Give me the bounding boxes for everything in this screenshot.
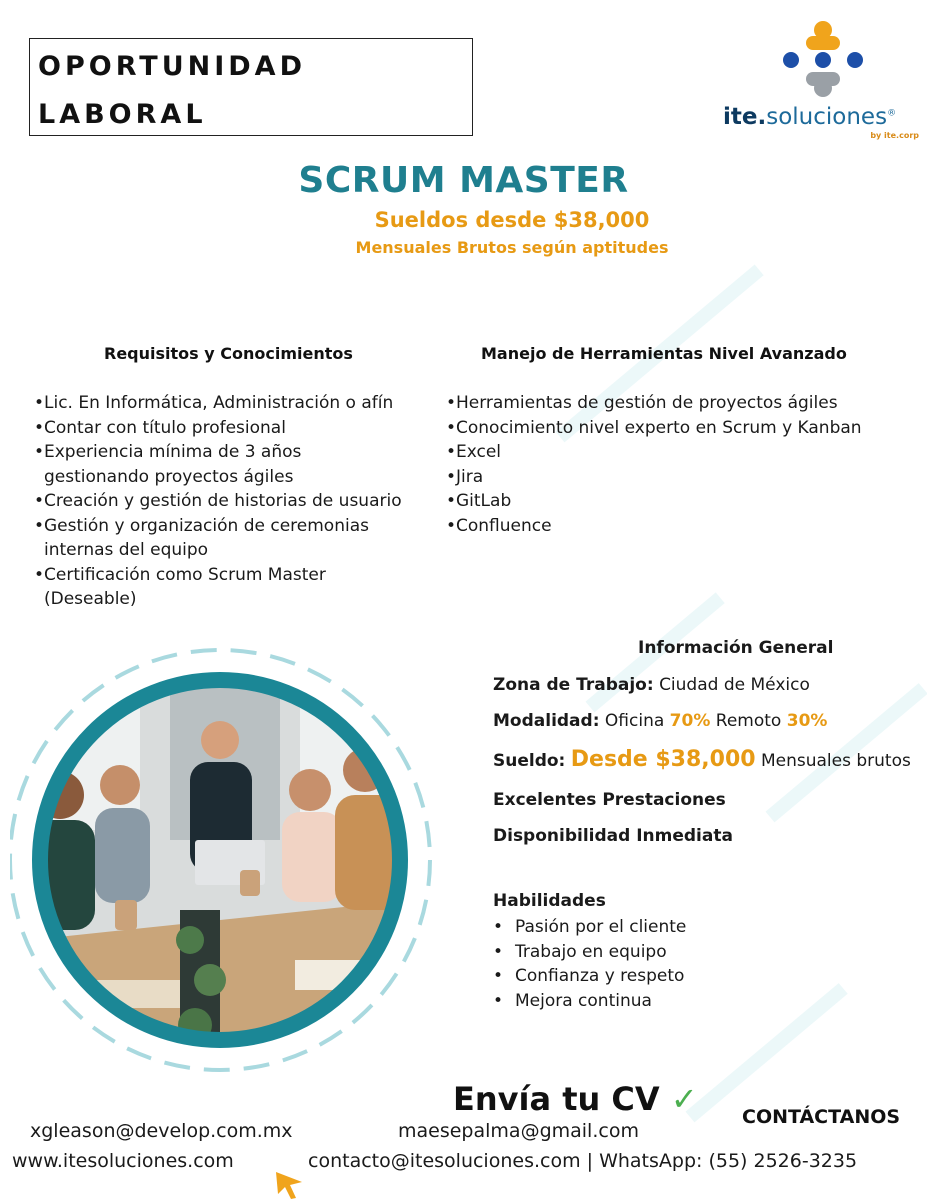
salary-headline: Sueldos desde $38,000	[374, 208, 650, 232]
requirements-heading: Requisitos y Conocimientos	[104, 344, 353, 363]
send-cv-heading: Envía tu CV ✓	[453, 1080, 698, 1118]
salary-subline: Mensuales Brutos según aptitudes	[355, 238, 669, 257]
tools-heading: Manejo de Herramientas Nivel Avanzado	[481, 344, 847, 363]
list-item: • Contar con título profesional	[34, 416, 434, 441]
benefits: Excelentes Prestaciones	[493, 790, 726, 810]
availability: Disponibilidad Inmediata	[493, 826, 733, 846]
contact-line[interactable]: contacto@itesoluciones.com | WhatsApp: (55) 2526-3235	[308, 1150, 858, 1172]
list-item: • Mejora continua	[493, 989, 686, 1014]
tools-list	[446, 391, 916, 538]
decor-stripe	[686, 983, 848, 1122]
list-item: • Trabajo en equipo	[493, 940, 686, 965]
work-zone: Zona de Trabajo: Ciudad de México	[493, 675, 810, 695]
list-item: • Confluence	[446, 514, 916, 539]
skills-list	[493, 915, 686, 1013]
email-link-1[interactable]: xgleason@develop.com.mx	[30, 1120, 293, 1142]
list-item: • Certificación como Scrum Master (Deseable)	[34, 563, 374, 612]
website-link[interactable]: www.itesoluciones.com	[12, 1150, 234, 1172]
list-item: • Excel	[446, 440, 916, 465]
list-item: • Pasión por el cliente	[493, 915, 686, 940]
company-logo	[723, 18, 923, 148]
logo-tagline: by ite.corp	[870, 131, 919, 140]
list-item: • Lic. En Informática, Administración o afín	[34, 391, 434, 416]
opportunity-badge	[29, 38, 473, 136]
logo-wordmark: ite.soluciones®	[723, 104, 897, 130]
list-item: • Creación y gestión de historias de usuario	[34, 489, 434, 514]
job-title: SCRUM MASTER	[298, 160, 629, 201]
list-item: • Jira	[446, 465, 916, 490]
contact-label: CONTÁCTANOS	[742, 1106, 901, 1128]
list-item: • Experiencia mínima de 3 años gestionando proyectos ágiles	[34, 440, 344, 489]
badge-line2: LABORAL	[38, 99, 207, 130]
team-photo	[10, 640, 450, 1080]
list-item: • Confianza y respeto	[493, 964, 686, 989]
work-mode: Modalidad: Oficina 70% Remoto 30%	[493, 711, 828, 731]
list-item: • Conocimiento nivel experto en Scrum y Kanban	[446, 416, 916, 441]
check-icon: ✓	[670, 1080, 698, 1118]
requirements-list	[34, 391, 434, 612]
list-item: • Gestión y organización de ceremonias internas del equipo	[34, 514, 419, 563]
logo-dots-icon	[723, 18, 923, 108]
list-item: • GitLab	[446, 489, 916, 514]
email-link-2[interactable]: maesepalma@gmail.com	[398, 1120, 639, 1142]
general-info-heading: Información General	[638, 638, 834, 658]
list-item: • Herramientas de gestión de proyectos ágiles	[446, 391, 916, 416]
skills-heading: Habilidades	[493, 891, 606, 911]
salary-info: Sueldo: Desde $38,000 Mensuales brutos	[493, 747, 911, 772]
cursor-arrow-icon	[272, 1170, 306, 1200]
badge-line1: OPORTUNIDAD	[38, 51, 306, 82]
